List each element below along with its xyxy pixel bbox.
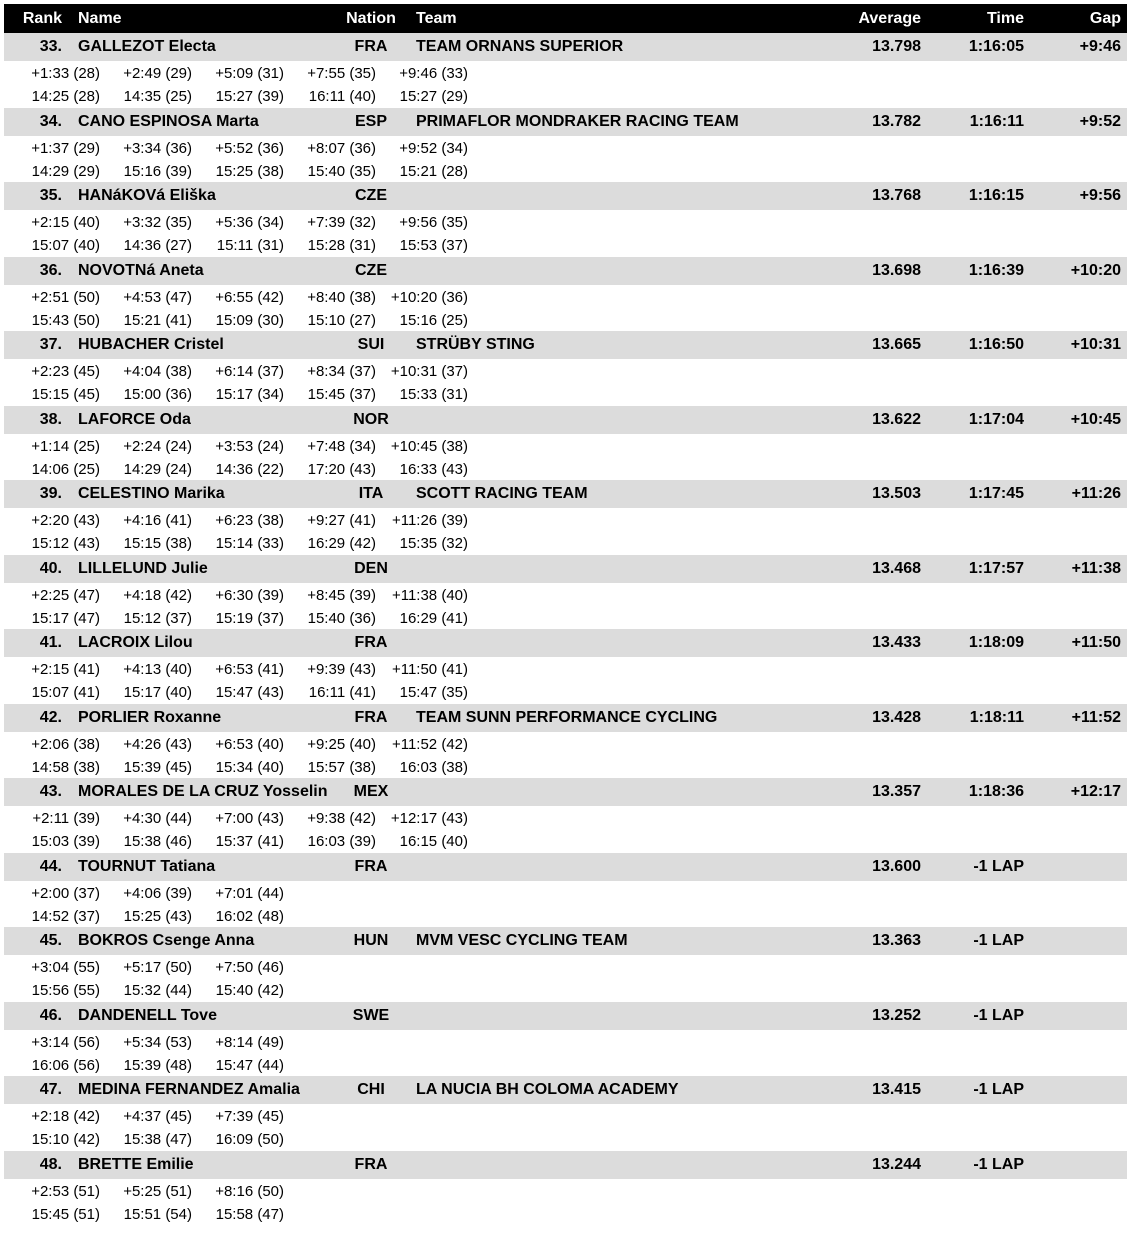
table-row (4, 704, 1127, 779)
split-gap: +5:36 (34) (215, 214, 284, 231)
rider-average: 13.252 (872, 1006, 921, 1024)
lap-time: 15:25 (43) (123, 907, 192, 925)
lap-times-line (4, 1204, 1127, 1227)
lap-time: 15:17 (47) (31, 609, 100, 627)
rider-name: BRETTE Emilie (78, 1155, 194, 1173)
split-gap: +12:17 (43) (390, 810, 468, 827)
table-row (4, 1076, 1127, 1151)
lap-time: 15:19 (37) (215, 609, 284, 627)
rider-gap: +10:31 (1070, 336, 1121, 353)
rider-nation: FRA (354, 38, 388, 55)
lap-time: 15:45 (37) (307, 386, 376, 403)
lap-time: 15:03 (39) (31, 833, 100, 850)
split-gap: +2:15 (40) (31, 214, 100, 231)
lap-time: 17:20 (43) (307, 460, 376, 478)
lap-time: 15:21 (28) (399, 162, 468, 180)
split-gap: +2:49 (29) (123, 65, 192, 82)
lap-time: 15:38 (47) (123, 1131, 192, 1148)
split-gap: +10:31 (37) (390, 363, 468, 380)
rider-name: MEDINA FERNANDEZ Amalia (78, 1081, 300, 1098)
split-gap: +1:37 (29) (31, 139, 100, 157)
rider-name: MORALES DE LA CRUZ Yosselin (78, 783, 328, 800)
rider-time: 1:17:57 (968, 559, 1024, 577)
lap-time: 15:39 (45) (123, 758, 192, 776)
rider-nation: FRA (354, 708, 388, 726)
rider-team: SCOTT RACING TEAM (416, 485, 588, 502)
split-gap: +8:16 (50) (215, 1182, 284, 1200)
split-gap: +7:50 (46) (215, 959, 284, 976)
split-gap: +9:56 (35) (399, 214, 468, 231)
rider-rank: 41. (39, 634, 62, 651)
split-gaps-line (4, 1032, 1127, 1055)
split-gaps-line (4, 585, 1127, 608)
rider-nation: HUN (353, 932, 389, 949)
lap-time: 15:25 (38) (215, 162, 284, 180)
header-team: Team (416, 10, 457, 27)
lap-time: 15:40 (42) (215, 982, 284, 999)
rider-average: 13.503 (872, 485, 921, 502)
lap-time: 16:29 (41) (399, 609, 468, 627)
split-gap: +3:34 (36) (123, 139, 192, 157)
lap-time: 15:12 (37) (123, 609, 192, 627)
rider-rank: 44. (39, 857, 62, 875)
rider-time: -1 LAP (973, 1081, 1024, 1098)
split-gaps-line (4, 212, 1127, 235)
split-gap: +2:25 (47) (31, 586, 100, 604)
lap-times-line (4, 384, 1127, 407)
header-gap: Gap (1089, 10, 1121, 27)
rider-time: 1:18:09 (968, 634, 1024, 651)
rider-average: 13.600 (872, 857, 921, 875)
split-gap: +2:24 (24) (123, 437, 192, 455)
rider-name: GALLEZOT Electa (78, 38, 216, 55)
lap-time: 15:38 (46) (123, 833, 192, 850)
table-row (4, 1002, 1127, 1077)
split-gaps-line (4, 287, 1127, 310)
rider-name: NOVOTNá Aneta (78, 261, 204, 279)
lap-time: 14:25 (28) (31, 88, 100, 105)
lap-times-line (4, 459, 1127, 482)
lap-times-line (4, 1055, 1127, 1078)
rider-name: HANáKOVá Eliška (78, 187, 216, 204)
rider-average: 13.782 (872, 112, 921, 130)
rider-name: LILLELUND Julie (78, 559, 208, 577)
lap-times-line (4, 682, 1127, 705)
lap-time: 15:07 (41) (31, 684, 100, 701)
rider-name: DANDENELL Tove (78, 1006, 217, 1024)
split-gaps-line (4, 138, 1127, 161)
rider-average: 13.798 (872, 38, 921, 55)
rider-average: 13.433 (872, 634, 921, 651)
lap-time: 15:16 (25) (399, 311, 468, 329)
rider-name: LACROIX Lilou (78, 634, 193, 651)
lap-time: 15:11 (31) (216, 237, 284, 254)
table-row (4, 331, 1127, 406)
rider-rank: 46. (39, 1006, 62, 1024)
lap-time: 15:47 (44) (215, 1056, 284, 1074)
rider-average: 13.468 (872, 559, 921, 577)
split-gap: +2:20 (43) (31, 512, 100, 529)
lap-time: 15:57 (38) (307, 758, 376, 776)
lap-time: 16:09 (50) (215, 1131, 284, 1148)
lap-time: 15:40 (36) (307, 609, 376, 627)
rider-rank: 45. (39, 932, 62, 949)
rider-team: LA NUCIA BH COLOMA ACADEMY (416, 1081, 679, 1098)
split-gap: +5:52 (36) (215, 139, 284, 157)
lap-time: 16:06 (56) (31, 1056, 100, 1074)
split-gap: +8:45 (39) (307, 586, 376, 604)
rider-nation: FRA (354, 634, 388, 651)
table-row (4, 33, 1127, 108)
lap-time: 16:15 (40) (399, 833, 468, 850)
table-row (4, 778, 1127, 853)
rider-gap: +11:52 (1071, 708, 1121, 726)
rider-name: PORLIER Roxanne (78, 708, 222, 726)
rider-nation: ESP (354, 112, 387, 130)
rider-time: -1 LAP (973, 932, 1024, 949)
split-gap: +4:30 (44) (123, 810, 192, 827)
lap-time: 15:56 (55) (31, 982, 100, 999)
lap-times-line (4, 980, 1127, 1003)
lap-time: 15:12 (43) (31, 535, 100, 552)
lap-time: 15:53 (37) (399, 237, 468, 254)
rider-gap: +10:20 (1070, 261, 1121, 279)
table-row (4, 927, 1127, 1002)
split-gap: +5:09 (31) (215, 65, 284, 82)
results-sheet (4, 4, 1127, 1225)
rider-rank: 40. (39, 559, 62, 577)
split-gap: +9:25 (40) (307, 735, 376, 753)
table-row (4, 1151, 1127, 1226)
table-row (4, 480, 1127, 555)
rider-gap: +11:26 (1071, 485, 1121, 502)
rider-average: 13.622 (872, 410, 921, 428)
split-gap: +2:18 (42) (31, 1108, 100, 1125)
split-gap: +6:53 (40) (215, 735, 284, 753)
lap-time: 16:03 (38) (399, 758, 468, 776)
rider-rank: 33. (39, 38, 62, 55)
split-gap: +5:17 (50) (123, 959, 192, 976)
rider-average: 13.665 (872, 336, 921, 353)
split-gap: +6:55 (42) (215, 288, 284, 306)
lap-time: 15:47 (35) (399, 684, 468, 701)
rider-gap: +12:17 (1070, 783, 1121, 800)
lap-time: 15:37 (41) (215, 833, 284, 850)
rider-team: PRIMAFLOR MONDRAKER RACING TEAM (416, 112, 739, 130)
rider-nation: ITA (358, 485, 384, 502)
lap-time: 15:51 (54) (123, 1205, 192, 1223)
lap-time: 15:17 (40) (123, 684, 192, 701)
rider-gap: +11:38 (1071, 559, 1121, 577)
lap-time: 15:14 (33) (215, 535, 284, 552)
split-gap: +10:20 (36) (390, 288, 468, 306)
rider-time: 1:16:15 (968, 187, 1024, 204)
lap-time: 15:07 (40) (31, 237, 100, 254)
rider-time: 1:17:45 (968, 485, 1024, 502)
split-gap: +6:23 (38) (215, 512, 284, 529)
lap-time: 15:21 (41) (123, 311, 192, 329)
rider-gap: +9:56 (1079, 187, 1121, 204)
split-gap: +11:26 (39) (391, 512, 468, 529)
rider-nation: FRA (354, 857, 388, 875)
lap-times-line (4, 757, 1127, 780)
rider-time: -1 LAP (973, 1006, 1024, 1024)
split-gap: +4:13 (40) (123, 661, 192, 678)
table-row (4, 406, 1127, 481)
header-rank: Rank (22, 10, 62, 27)
lap-time: 16:11 (40) (308, 88, 376, 105)
split-gaps-line (4, 659, 1127, 682)
split-gap: +7:00 (43) (215, 810, 284, 827)
lap-time: 15:15 (45) (31, 386, 100, 403)
rider-nation: CZE (355, 187, 387, 204)
lap-time: 16:03 (39) (307, 833, 376, 850)
lap-times-line (4, 310, 1127, 333)
split-gap: +6:14 (37) (215, 363, 284, 380)
split-gap: +4:06 (39) (123, 884, 192, 902)
lap-time: 15:45 (51) (31, 1205, 100, 1223)
rider-team: STRÜBY STING (416, 336, 535, 353)
rider-time: -1 LAP (973, 1155, 1024, 1173)
split-gap: +8:07 (36) (307, 139, 376, 157)
split-gap: +8:14 (49) (215, 1033, 284, 1051)
split-gaps-line (4, 510, 1127, 533)
rider-gap: +11:50 (1071, 634, 1121, 651)
rider-time: 1:16:11 (969, 112, 1024, 130)
lap-time: 15:34 (40) (215, 758, 284, 776)
header-average: Average (858, 10, 921, 27)
split-gaps-line (4, 63, 1127, 86)
lap-time: 16:11 (41) (308, 684, 376, 701)
table-row (4, 108, 1127, 183)
split-gap: +2:23 (45) (31, 363, 100, 380)
split-gap: +7:01 (44) (215, 884, 284, 902)
split-gap: +2:15 (41) (31, 661, 100, 678)
lap-time: 15:32 (44) (123, 982, 192, 999)
lap-time: 14:58 (38) (31, 758, 100, 776)
split-gap: +2:00 (37) (31, 884, 100, 902)
rider-rank: 37. (39, 336, 62, 353)
lap-time: 15:27 (29) (399, 88, 468, 105)
lap-time: 15:00 (36) (123, 386, 192, 403)
rider-nation: FRA (354, 1155, 388, 1173)
lap-time: 16:33 (43) (399, 460, 468, 478)
split-gap: +11:52 (42) (391, 735, 468, 753)
rider-nation: SWE (352, 1006, 390, 1024)
split-gap: +11:50 (41) (391, 661, 468, 678)
table-row (4, 182, 1127, 257)
lap-time: 15:09 (30) (215, 311, 284, 329)
split-gap: +7:39 (45) (215, 1108, 284, 1125)
lap-time: 15:27 (39) (215, 88, 284, 105)
table-row (4, 629, 1127, 704)
split-gap: +2:51 (50) (31, 288, 100, 306)
split-gap: +9:38 (42) (307, 810, 376, 827)
split-gap: +2:11 (39) (32, 810, 100, 827)
rider-rank: 36. (39, 261, 62, 279)
lap-times-line (4, 161, 1127, 184)
rider-nation: NOR (353, 410, 389, 428)
rider-name: LAFORCE Oda (78, 410, 191, 428)
split-gaps-line (4, 957, 1127, 980)
rider-team: TEAM ORNANS SUPERIOR (416, 38, 624, 55)
table-header (4, 4, 1127, 33)
lap-time: 14:29 (24) (123, 460, 192, 478)
split-gap: +8:34 (37) (307, 363, 376, 380)
lap-times-line (4, 608, 1127, 631)
split-gap: +7:55 (35) (307, 65, 376, 82)
rider-rank: 43. (39, 783, 62, 800)
split-gap: +7:39 (32) (307, 214, 376, 231)
rider-gap: +9:52 (1079, 112, 1121, 130)
split-gaps-line (4, 1106, 1127, 1129)
lap-time: 15:47 (43) (215, 684, 284, 701)
rider-average: 13.415 (872, 1081, 921, 1098)
lap-times-line (4, 533, 1127, 556)
lap-times-line (4, 906, 1127, 929)
rider-name: TOURNUT Tatiana (78, 857, 216, 875)
rider-time: 1:18:36 (968, 783, 1024, 800)
lap-time: 14:06 (25) (31, 460, 100, 478)
rider-name: HUBACHER Cristel (78, 336, 224, 353)
split-gap: +6:53 (41) (215, 661, 284, 678)
rider-time: 1:16:39 (968, 261, 1024, 279)
split-gap: +2:06 (38) (31, 735, 100, 753)
rider-gap: +9:46 (1079, 38, 1121, 55)
split-gap: +4:53 (47) (123, 288, 192, 306)
rider-time: 1:16:05 (968, 38, 1024, 55)
lap-times-line (4, 1129, 1127, 1152)
split-gap: +4:04 (38) (123, 363, 192, 380)
lap-time: 14:36 (27) (123, 237, 192, 254)
lap-time: 15:40 (35) (307, 162, 376, 180)
split-gaps-line (4, 436, 1127, 459)
rider-name: BOKROS Csenge Anna (78, 932, 255, 949)
rider-average: 13.768 (872, 187, 921, 204)
rider-rank: 39. (39, 485, 62, 502)
split-gap: +1:33 (28) (31, 65, 100, 82)
split-gap: +3:04 (55) (31, 959, 100, 976)
rider-time: 1:16:50 (968, 336, 1024, 353)
split-gap: +4:16 (41) (123, 512, 192, 529)
split-gap: +11:38 (40) (391, 586, 468, 604)
lap-time: 15:33 (31) (399, 386, 468, 403)
results-list (4, 33, 1127, 1225)
split-gap: +1:14 (25) (31, 437, 100, 455)
split-gap: +6:30 (39) (215, 586, 284, 604)
lap-times-line (4, 86, 1127, 109)
lap-time: 15:15 (38) (123, 535, 192, 552)
lap-time: 16:29 (42) (307, 535, 376, 552)
split-gap: +4:37 (45) (123, 1108, 192, 1125)
split-gap: +9:46 (33) (399, 65, 468, 82)
rider-average: 13.363 (872, 932, 921, 949)
split-gaps-line (4, 734, 1127, 757)
rider-nation: CHI (357, 1081, 385, 1098)
lap-times-line (4, 235, 1127, 258)
split-gap: +8:40 (38) (307, 288, 376, 306)
table-row (4, 853, 1127, 928)
split-gap: +3:32 (35) (123, 214, 192, 231)
rider-average: 13.698 (872, 261, 921, 279)
lap-time: 14:36 (22) (215, 460, 284, 478)
lap-time: 15:28 (31) (307, 237, 376, 254)
rider-name: CELESTINO Marika (78, 485, 225, 502)
rider-gap: +10:45 (1070, 410, 1121, 428)
lap-time: 14:52 (37) (31, 907, 100, 925)
lap-time: 15:16 (39) (123, 162, 192, 180)
split-gap: +3:53 (24) (215, 437, 284, 455)
split-gap: +10:45 (38) (390, 437, 468, 455)
split-gap: +9:27 (41) (307, 512, 376, 529)
lap-time: 15:10 (42) (31, 1131, 100, 1148)
split-gap: +9:52 (34) (399, 139, 468, 157)
rider-average: 13.428 (872, 708, 921, 726)
table-row (4, 257, 1127, 332)
lap-time: 15:43 (50) (31, 311, 100, 329)
header-time: Time (986, 10, 1024, 27)
split-gaps-line (4, 1181, 1127, 1204)
lap-time: 15:10 (27) (307, 311, 376, 329)
rider-average: 13.357 (872, 783, 921, 800)
lap-time: 14:29 (29) (31, 162, 100, 180)
rider-name: CANO ESPINOSA Marta (78, 112, 259, 130)
split-gaps-line (4, 808, 1127, 831)
rider-rank: 47. (39, 1081, 62, 1098)
lap-time: 15:39 (48) (123, 1056, 192, 1074)
split-gap: +5:25 (51) (123, 1182, 192, 1200)
header-nation: Nation (346, 10, 396, 27)
rider-time: -1 LAP (973, 857, 1024, 875)
split-gaps-line (4, 883, 1127, 906)
lap-time: 16:02 (48) (215, 907, 284, 925)
rider-time: 1:17:04 (968, 410, 1024, 428)
lap-times-line (4, 831, 1127, 854)
lap-time: 15:35 (32) (399, 535, 468, 552)
rider-rank: 48. (39, 1155, 62, 1173)
rider-time: 1:18:11 (969, 708, 1024, 726)
rider-rank: 35. (39, 187, 62, 204)
rider-nation: MEX (353, 783, 389, 800)
rider-team: TEAM SUNN PERFORMANCE CYCLING (416, 708, 718, 726)
header-name: Name (78, 10, 122, 27)
split-gap: +4:26 (43) (123, 735, 192, 753)
split-gap: +9:39 (43) (307, 661, 376, 678)
split-gap: +4:18 (42) (123, 586, 192, 604)
lap-time: 15:17 (34) (215, 386, 284, 403)
split-gap: +3:14 (56) (31, 1033, 100, 1051)
split-gap: +5:34 (53) (123, 1033, 192, 1051)
rider-team: MVM VESC CYCLING TEAM (416, 932, 628, 949)
split-gap: +2:53 (51) (31, 1182, 100, 1200)
rider-nation: SUI (357, 336, 385, 353)
table-row (4, 555, 1127, 630)
rider-nation: CZE (355, 261, 387, 279)
lap-time: 15:58 (47) (215, 1205, 284, 1223)
rider-nation: DEN (354, 559, 388, 577)
rider-rank: 42. (39, 708, 62, 726)
rider-rank: 34. (39, 112, 62, 130)
split-gap: +7:48 (34) (307, 437, 376, 455)
split-gaps-line (4, 361, 1127, 384)
rider-average: 13.244 (872, 1155, 921, 1173)
rider-rank: 38. (39, 410, 62, 428)
lap-time: 14:35 (25) (123, 88, 192, 105)
